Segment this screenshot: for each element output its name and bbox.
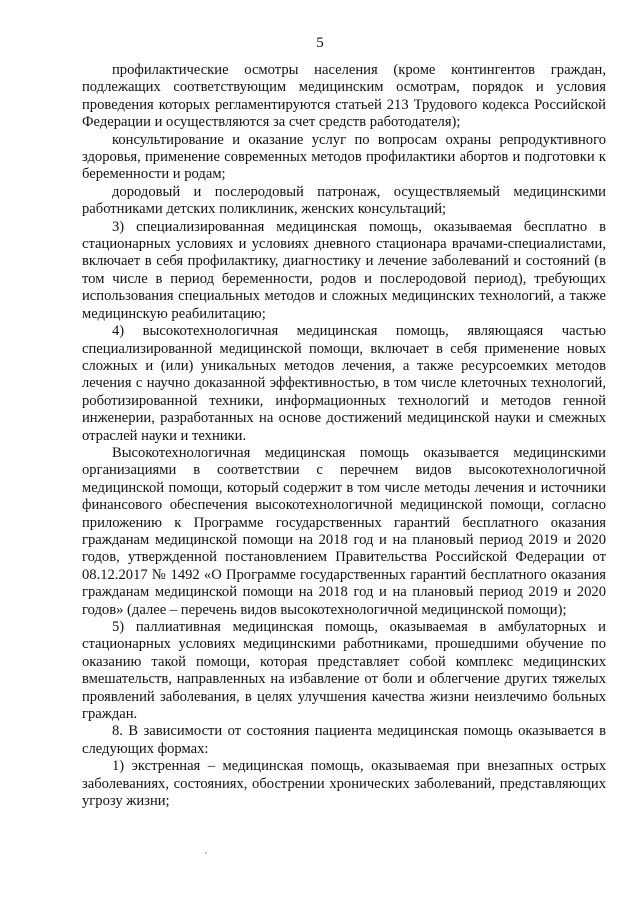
paragraph-high-tech-care: 4) высокотехнологичная медицинская помощь, являющаяся частью специализированной медицинской помощи, включает в себя применение новых сложных и (или) уникальных методов лечения, а также ресурсоемких методов лечения с научно доказанной эффективностью, в том числе клеточных технологий, роботизированной техники, информационных технологий и методов генной инженерии, разработанных на основе достижений медицинской науки и смежных отраслей науки и техники. — [82, 323, 606, 444]
paragraph-specialized-care: 3) специализированная медицинская помощь, оказываемая бесплатно в стационарных условиях и условиях дневного стационара врачами-специалистами, включает в себя профилактику, диагностику и лечение заболеваний и состояний (в том числе в период беременности, родов и послеродовой период), требующих использования специальных методов и сложных медицинских технологий, а также медицинскую реабилитацию; — [82, 218, 606, 322]
paragraph-emergency-care: 1) экстренная – медицинская помощь, оказываемая при внезапных острых заболеваниях, состояниях, обострении хронических заболеваний, представляющих угрозу жизни; — [82, 758, 606, 810]
document-body — [82, 62, 606, 810]
page-number: 5 — [316, 35, 324, 51]
paragraph-forms-of-care: 8. В зависимости от состояния пациента медицинская помощь оказывается в следующих формах: — [82, 723, 606, 757]
paragraph-palliative-care: 5) паллиативная медицинская помощь, оказываемая в амбулаторных и стационарных условиях медицинскими работниками, прошедшими обучение по оказанию такой помощи, которая представляет собой комплекс медицинских вмешательств, направленных на избавление от боли и облегчение других тяжелых проявлений заболевания, в целях улучшения качества жизни неизлечимо больных граждан. — [82, 619, 606, 723]
paragraph-patronage: дородовый и послеродовый патронаж, осуществляемый медицинскими работниками детских поликлиник, женских консультаций; — [82, 183, 606, 218]
paragraph-reproductive-health: консультирование и оказание услуг по вопросам охраны репродуктивного здоровья, применение современных методов профилактики абортов и подготовки к беременности и родам; — [82, 131, 606, 183]
scan-speck — [205, 852, 207, 854]
paragraph-preventive-examinations: профилактические осмотры населения (кроме контингентов граждан, подлежащих соответствующим медицинским осмотрам, порядок и условия проведения которых регламентируются статьей 213 Трудового кодекса Российской Федерации и осуществляются за счет средств работодателя); — [82, 62, 606, 131]
paragraph-high-tech-list: Высокотехнологичная медицинская помощь оказывается медицинскими организациями в соответствии с перечнем видов высокотехнологичной медицинской помощи, который содержит в том числе методы лечения и источники финансового обеспечения высокотехнологичной медицинской помощи, согласно приложению к Программе государственных гарантий бесплатного оказания гражданам медицинской помощи на 2018 год и на плановый период 2019 и 2020 годов, утвержденной постановлением Правительства Российской Федерации от 08.12.2017 № 1492 «О Программе государственных гарантий бесплатного оказания гражданам медицинской помощи на 2018 год и на плановый период 2019 и 2020 годов» (далее – перечень видов высокотехнологичной медицинской помощи); — [82, 444, 606, 618]
